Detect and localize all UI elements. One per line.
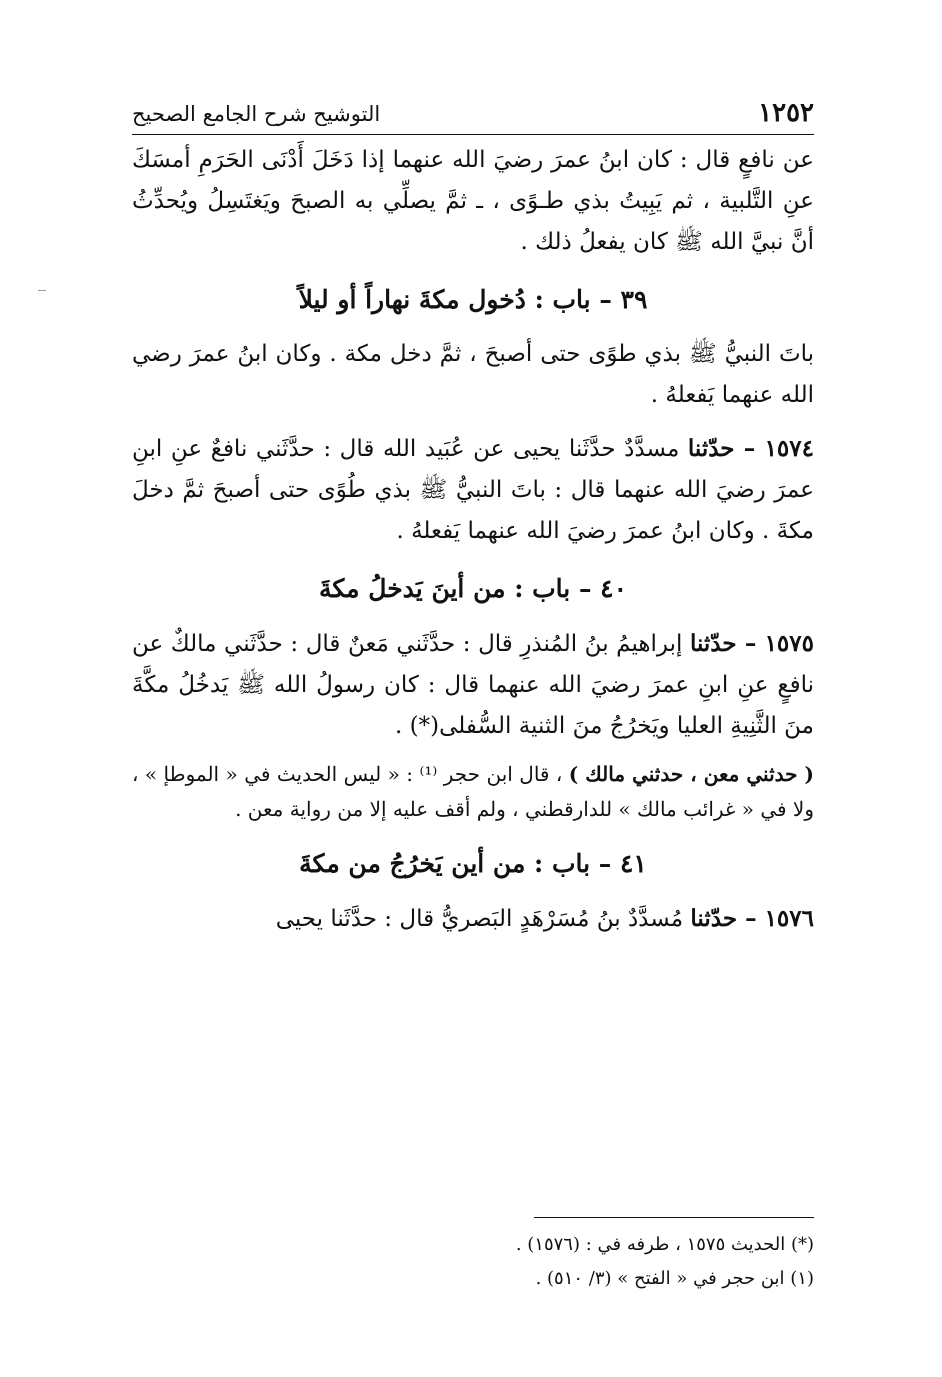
chapter-heading-39: ٣٩ – باب : دُخول مكةَ نهاراً أو ليلاً: [298, 285, 648, 314]
hadith-1574-text: مسدَّدٌ حدَّثَنا يحيى عن عُبَيد الله قال : حدَّثَني نافعٌ عنِ ابنِ عمرَ رضيَ الله عنهما قال : باتَ النبيُّ ﷺ بذي طُوًى حتى أصبحَ ثمَّ دخلَ مكةَ . وكان ابنُ عمرَ رضيَ الله عنهما يَفعلهُ .: [132, 436, 814, 544]
footnote-rule: [534, 1217, 814, 1218]
commentary-lead: ( حدثني معن ، حدثني مالك ): [568, 762, 815, 786]
hadith-1576-lead: ١٥٧٦ – حدّثنا: [690, 905, 814, 932]
chapter-heading-40: ٤٠ – باب : من أينَ يَدخلُ مكةَ: [318, 574, 628, 603]
margin-mark: [38, 290, 46, 291]
commentary-text: ، قال ابن حجر ⁽¹⁾ : « ليس الحديث في « الموطإ » ، ولا في « غرائب مالك » للدارقطني ، ولم أقف عليه إلا من رواية معن .: [132, 762, 814, 821]
running-title: التوشيح شرح الجامع الصحيح: [132, 102, 381, 126]
commentary: [132, 757, 814, 827]
hadith-1575-lead: ١٥٧٥ – حدّثنا: [689, 630, 814, 657]
page-body: [132, 140, 814, 940]
chapter-heading-41: ٤١ – باب : من أين يَخرُجُ من مكةَ: [299, 849, 647, 878]
paragraph-2: باتَ النبيُّ ﷺ بذي طوًى حتى أصبحَ ، ثمَّ دخل مكة . وكان ابنُ عمرَ رضي الله عنهما يَفعلهُ .: [132, 341, 815, 408]
hadith-1576-text: مُسدَّدٌ بنُ مُسَرْهَدٍ البَصريُّ قال : حدَّثَنا يحيى: [275, 906, 684, 932]
paragraph-1: عن نافعٍ قال : كان ابنُ عمرَ رضيَ الله عنهما إذا دَخَلَ أَدْنَى الحَرَمِ أمسَكَ عنِ التَّلبية ، ثم يَبِيتُ بذي طـوًى ، ـ ثمَّ يصلِّي به الصبحَ ويَغتَسِلُ ويُحدِّثُ أنَّ نبيَّ الله ﷺ كان يفعلُ ذلك .: [132, 147, 814, 255]
hadith-1574-lead: ١٥٧٤ – حدّثنا: [687, 435, 814, 462]
page-number: ١٢٥٢: [758, 98, 814, 128]
hadith-1576: [132, 898, 814, 940]
footnote-1: (١) ابن حجر في « الفتح » (٣/ ٥١٠) .: [535, 1268, 814, 1289]
hadith-1574: [132, 428, 814, 552]
footnote-star: (*) الحديث ١٥٧٥ ، طرفه في : (١٥٧٦) .: [515, 1234, 814, 1255]
footnotes: [132, 1228, 814, 1296]
page-header: [132, 86, 814, 135]
hadith-1575-text: إبراهيمُ بنُ المُنذرِ قال : حدَّثَني مَعنٌ قال : حدَّثَني مالكٌ عن نافعٍ عنِ ابنِ عمرَ رضيَ الله عنهما قال : كان رسولُ الله ﷺ يَدخُلُ مكَّةَ منَ الثَّنِيةِ العليا ويَخرُجُ منَ الثنية السُّفلى(*) .: [132, 631, 814, 739]
hadith-1575: [132, 623, 814, 747]
